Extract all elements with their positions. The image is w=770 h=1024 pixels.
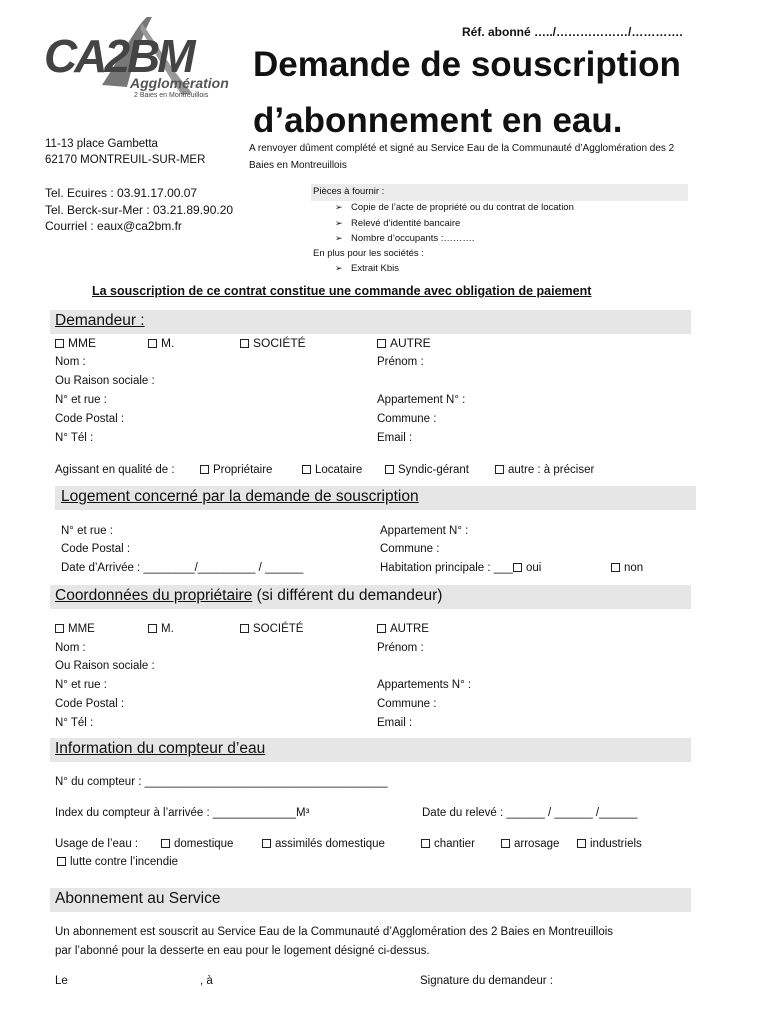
checkbox-label: lutte contre l’incendie (70, 856, 179, 868)
checkbox-label: non (624, 562, 644, 574)
checkbox-icon (385, 465, 394, 474)
abonnement-text-2: par l’abonné pour la desserte en eau pour le logement désigné ci-dessus. (55, 945, 430, 957)
document-item (335, 202, 574, 213)
field-proprio-code-postal[interactable]: Code Postal : (55, 698, 125, 710)
field-date-le[interactable]: Le (55, 975, 68, 987)
checkbox-proprio-societe[interactable] (240, 623, 303, 635)
checkbox-locataire[interactable] (302, 464, 362, 476)
checkbox-label: SOCIÉTÉ (253, 623, 304, 635)
field-index-compteur[interactable]: Index du compteur à l’arrivée : _____________M³ (55, 807, 310, 819)
document-item (335, 233, 475, 244)
usage-label: Usage de l’eau : (55, 838, 139, 850)
checkbox-proprio-autre[interactable] (377, 623, 429, 635)
habitation-label: Habitation principale : ___ (380, 562, 513, 574)
qualite-label: Agissant en qualité de : (55, 464, 175, 476)
field-date-releve[interactable]: Date du relevé : ______ / ______ /______ (422, 807, 638, 819)
section-bar-demandeur (50, 310, 691, 334)
checkbox-mme[interactable] (55, 336, 96, 350)
checkbox-icon (55, 339, 64, 348)
section-title-compteur: Information du compteur d’eau (55, 740, 266, 757)
document-item-label: Relevé d’identité bancaire (351, 218, 461, 229)
ca2bm-logo (42, 15, 232, 105)
checkbox-label: SOCIÉTÉ (253, 336, 306, 350)
field-logement-commune[interactable]: Commune : (380, 543, 440, 555)
checkbox-label: domestique (174, 838, 234, 850)
document-item (335, 263, 399, 274)
field-proprio-rue[interactable]: N° et rue : (55, 679, 107, 691)
checkbox-label: AUTRE (390, 336, 431, 350)
checkbox-icon (577, 839, 586, 848)
checkbox-label: Propriétaire (213, 464, 273, 476)
checkbox-icon (421, 839, 430, 848)
phone-ecuires: Tel. Ecuires : 03.91.17.00.07 (45, 186, 198, 200)
checkbox-arrosage[interactable] (501, 838, 559, 850)
arrow-bullet-icon: ➢ (335, 233, 343, 243)
checkbox-label: autre : à préciser (508, 464, 595, 476)
checkbox-assimiles[interactable] (262, 838, 385, 850)
abonnement-text-1: Un abonnement est souscrit au Service Eau de la Communauté d’Agglomération des 2 Baies en Montreuillois (55, 926, 614, 938)
checkbox-label: chantier (434, 838, 475, 850)
document-item-label: Copie de l’acte de propriété ou du contrat de location (351, 202, 574, 213)
checkbox-proprio-mme[interactable] (55, 623, 95, 635)
checkbox-icon (148, 339, 157, 348)
checkbox-m[interactable] (148, 336, 174, 350)
section-title-abonnement: Abonnement au Service (55, 890, 221, 907)
field-proprio-appartements[interactable]: Appartements N° : (377, 679, 472, 691)
checkbox-icon (611, 563, 620, 572)
section-title-main: Coordonnées du propriétaire (55, 587, 253, 604)
checkbox-icon (302, 465, 311, 474)
checkbox-societe[interactable] (240, 336, 306, 350)
checkbox-syndic[interactable] (385, 464, 469, 476)
field-nom[interactable]: Nom : (55, 356, 86, 368)
checkbox-icon (377, 339, 386, 348)
field-logement-appartement[interactable]: Appartement N° : (380, 525, 469, 537)
documents-heading: Pièces à fournir : (313, 186, 385, 197)
page-title-line2: d’abonnement en eau. (253, 101, 623, 140)
checkbox-non[interactable] (611, 562, 643, 574)
field-numero-compteur[interactable]: N° du compteur : ______________________________________ (55, 776, 388, 788)
checkbox-label: Locataire (315, 464, 363, 476)
checkbox-icon (148, 624, 157, 633)
checkbox-icon (161, 839, 170, 848)
section-title-logement: Logement concerné par la demande de souscription (61, 488, 419, 505)
checkbox-icon (262, 839, 271, 848)
checkbox-label: arrosage (514, 838, 560, 850)
section-title-demandeur: Demandeur : (55, 312, 145, 329)
checkbox-label: assimilés domestique (275, 838, 385, 850)
logo-tagline: 2 Baies en Montreuillois (134, 92, 209, 99)
section-title-suffix: (si différent du demandeur) (252, 587, 443, 604)
field-proprio-tel[interactable]: N° Tél : (55, 717, 94, 729)
checkbox-label: AUTRE (390, 623, 429, 635)
arrow-bullet-icon: ➢ (335, 263, 343, 273)
arrow-bullet-icon: ➢ (335, 218, 343, 228)
checkbox-icon (501, 839, 510, 848)
document-item-label: Extrait Kbis (351, 263, 400, 274)
field-proprio-commune[interactable]: Commune : (377, 698, 437, 710)
document-item (335, 218, 460, 229)
checkbox-label: MME (68, 623, 95, 635)
checkbox-icon (200, 465, 209, 474)
checkbox-chantier[interactable] (421, 838, 475, 850)
field-appartement[interactable]: Appartement N° : (377, 394, 466, 406)
checkbox-label: M. (161, 336, 175, 350)
payment-notice: La souscription de ce contrat constitue une commande avec obligation de paiement (92, 284, 592, 298)
contact-email: Courriel : eaux@ca2bm.fr (45, 219, 182, 233)
phone-berck: Tel. Berck-sur-Mer : 03.21.89.90.20 (45, 203, 234, 217)
field-date-arrivee[interactable]: Date d’Arrivée : ________/_________ / ______ (61, 562, 304, 574)
checkbox-incendie[interactable] (57, 856, 178, 868)
logo-text: CA2BM (44, 30, 193, 82)
checkbox-icon (57, 857, 66, 866)
signature-field[interactable]: Signature du demandeur : (420, 975, 553, 987)
arrow-bullet-icon: ➢ (335, 202, 343, 212)
checkbox-label: industriels (590, 838, 642, 850)
checkbox-icon (377, 624, 386, 633)
field-code-postal[interactable]: Code Postal : (55, 413, 125, 425)
field-commune[interactable]: Commune : (377, 413, 437, 425)
checkbox-label: M. (161, 623, 174, 635)
checkbox-autre-qualite[interactable] (495, 464, 594, 476)
field-proprio-raison[interactable]: Ou Raison sociale : (55, 660, 155, 672)
checkbox-industriels[interactable] (577, 838, 642, 850)
field-rue[interactable]: N° et rue : (55, 394, 107, 406)
checkbox-icon (55, 624, 64, 633)
field-proprio-prenom[interactable]: Prénom : (377, 642, 424, 654)
checkbox-icon (240, 624, 249, 633)
field-logement-rue[interactable]: N° et rue : (61, 525, 113, 537)
section-title-proprietaire (55, 587, 442, 605)
field-raison-sociale[interactable]: Ou Raison sociale : (55, 375, 155, 387)
checkbox-icon (495, 465, 504, 474)
checkbox-oui-icon[interactable] (513, 563, 522, 572)
field-proprio-email[interactable]: Email : (377, 717, 413, 729)
field-prenom[interactable]: Prénom : (377, 356, 424, 368)
checkbox-autre[interactable] (377, 336, 431, 350)
companies-heading: En plus pour les sociétés : (313, 248, 424, 259)
address-city: 62170 MONTREUIL-SUR-MER (45, 154, 206, 166)
send-back-instruction-2: Baies en Montreuillois (249, 160, 347, 171)
checkbox-proprio-m[interactable] (148, 623, 174, 635)
checkbox-oui-label: oui (525, 562, 542, 574)
checkbox-proprietaire[interactable] (200, 464, 272, 476)
field-tel[interactable]: N° Tél : (55, 432, 94, 444)
checkbox-domestique[interactable] (161, 838, 233, 850)
send-back-instruction-1: A renvoyer dûment complété et signé au Service Eau de la Communauté d’Agglomération des 2 (249, 143, 675, 154)
subscriber-reference: Réf. abonné …../………………/…………. (462, 25, 683, 39)
checkbox-label: MME (68, 336, 96, 350)
field-proprio-nom[interactable]: Nom : (55, 642, 86, 654)
page-title-line1: Demande de souscription (253, 45, 681, 84)
document-item-label: Nombre d’occupants :………. (351, 233, 475, 244)
field-email[interactable]: Email : (377, 432, 413, 444)
address-street: 11-13 place Gambetta (45, 138, 158, 150)
habitation-principale (380, 562, 541, 574)
checkbox-icon (240, 339, 249, 348)
field-logement-code-postal[interactable]: Code Postal : (61, 543, 131, 555)
checkbox-label: Syndic-gérant (398, 464, 469, 476)
logo-subtitle: Agglomération (130, 75, 229, 91)
field-lieu[interactable]: , à (200, 975, 213, 987)
